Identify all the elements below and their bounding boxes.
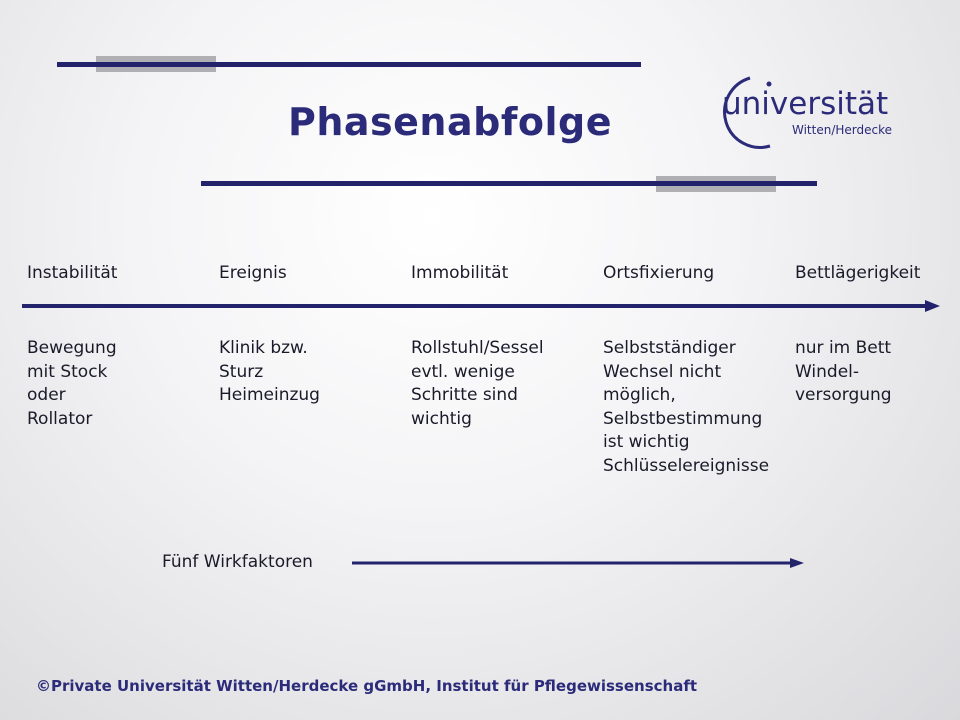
phase-desc-ereignis: Klinik bzw. Sturz Heimeinzug [219, 338, 320, 405]
top-navy-line [57, 62, 641, 67]
phase-desc-bettlaegerigkeit: nur im Bett Windel- versorgung [795, 338, 892, 405]
phase-desc-immobilitaet: Rollstuhl/Sessel evtl. wenige Schritte sind wichtig [411, 338, 544, 429]
phase-label-ortsfixierung: Ortsfixierung [603, 263, 715, 283]
phase-desc-instabilitaet: Bewegung mit Stock oder Rollator [27, 338, 117, 429]
logo-word: universität [722, 86, 889, 122]
logo-graphic [712, 70, 912, 160]
bottom-navy-line [201, 181, 817, 186]
timeline-arrow [22, 296, 942, 316]
phase-label-immobilitaet: Immobilität [411, 263, 509, 283]
page-title: Phasenabfolge [288, 100, 612, 144]
phase-label-instabilitaet: Instabilität [27, 263, 118, 283]
wirkfaktoren-arrow [352, 553, 807, 573]
university-logo [712, 70, 912, 160]
phase-label-ereignis: Ereignis [219, 263, 287, 283]
footer-copyright: ©Private Universität Witten/Herdecke gGmbH, Institut für Pflegewissenschaft [36, 677, 698, 695]
phase-label-bettlaegerigkeit: Bettlägerigkeit [795, 263, 921, 283]
phase-desc-ortsfixierung: Selbstständiger Wechsel nicht möglich, Selbstbestimmung ist wichtig Schlüsselereignisse [603, 338, 770, 476]
logo-subtitle: Witten/Herdecke [792, 123, 893, 137]
wirkfaktoren-label: Fünf Wirkfaktoren [162, 552, 313, 572]
